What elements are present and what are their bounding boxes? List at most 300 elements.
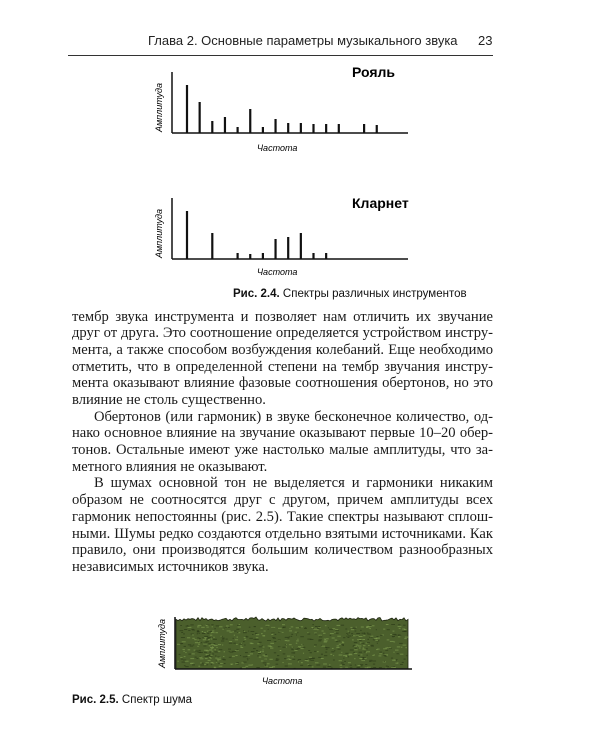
noise-texture — [251, 631, 255, 632]
noise-texture — [391, 658, 393, 659]
chart-title: Рояль — [352, 64, 396, 80]
noise-texture — [222, 638, 224, 639]
noise-texture — [216, 625, 220, 626]
noise-texture — [219, 626, 223, 627]
noise-texture — [369, 628, 370, 629]
noise-texture — [329, 664, 330, 665]
noise-texture — [399, 643, 403, 644]
noise-texture — [229, 641, 232, 642]
noise-texture — [392, 636, 395, 637]
noise-texture — [319, 639, 322, 640]
noise-texture — [300, 665, 303, 666]
noise-texture — [206, 650, 210, 651]
noise-texture — [317, 628, 319, 629]
noise-texture — [258, 653, 261, 654]
noise-texture — [369, 661, 372, 662]
noise-texture — [271, 627, 275, 628]
noise-texture — [229, 632, 232, 633]
noise-texture — [400, 664, 403, 665]
noise-texture — [352, 639, 354, 640]
noise-texture — [390, 641, 394, 642]
noise-texture — [255, 633, 257, 634]
noise-texture — [308, 665, 312, 666]
noise-texture — [224, 628, 225, 629]
noise-texture — [177, 661, 179, 662]
noise-texture — [218, 644, 221, 645]
noise-texture — [206, 627, 208, 628]
noise-texture — [399, 628, 401, 629]
noise-texture — [363, 635, 365, 636]
noise-texture — [192, 638, 195, 639]
noise-texture — [356, 627, 357, 628]
noise-texture — [217, 657, 219, 658]
noise-texture — [350, 667, 353, 668]
noise-texture — [210, 647, 214, 648]
noise-texture — [398, 626, 402, 627]
noise-texture — [361, 660, 365, 661]
noise-texture — [362, 633, 365, 634]
noise-texture — [263, 662, 267, 663]
noise-texture — [212, 631, 214, 632]
noise-texture — [338, 649, 341, 650]
y-axis-label: Амплитуда — [154, 83, 164, 132]
noise-texture — [268, 629, 269, 630]
noise-texture — [264, 631, 266, 632]
noise-texture — [354, 653, 357, 654]
noise-texture — [184, 629, 187, 630]
noise-texture — [353, 645, 356, 646]
noise-texture — [296, 643, 298, 644]
noise-texture — [325, 638, 328, 639]
noise-texture — [380, 652, 382, 653]
noise-texture — [237, 637, 239, 638]
noise-texture — [249, 627, 251, 628]
noise-texture — [210, 655, 212, 656]
noise-texture — [350, 665, 352, 666]
noise-texture — [183, 651, 184, 652]
noise-texture — [318, 657, 321, 658]
noise-texture — [359, 648, 361, 649]
noise-texture — [406, 655, 408, 656]
noise-texture — [278, 646, 282, 647]
noise-texture — [184, 665, 186, 666]
noise-texture — [274, 652, 276, 653]
noise-texture — [190, 624, 193, 625]
noise-texture — [188, 649, 191, 650]
chart-noise — [157, 617, 412, 686]
noise-texture — [288, 663, 292, 664]
noise-texture — [199, 638, 201, 639]
noise-texture — [337, 636, 341, 637]
noise-texture — [201, 627, 205, 628]
noise-texture — [205, 656, 209, 657]
noise-texture — [301, 662, 303, 663]
noise-texture — [218, 663, 219, 664]
noise-texture — [383, 629, 385, 630]
noise-texture — [258, 652, 261, 653]
noise-texture — [265, 654, 267, 655]
noise-texture — [213, 639, 217, 640]
noise-texture — [396, 663, 398, 664]
noise-texture — [292, 656, 295, 657]
noise-texture — [366, 648, 368, 649]
noise-texture — [225, 627, 226, 628]
noise-texture — [235, 655, 237, 656]
noise-texture — [330, 635, 332, 636]
noise-texture — [210, 658, 212, 659]
y-axis-label: Амплитуда — [154, 209, 164, 258]
noise-texture — [309, 657, 312, 658]
noise-texture — [376, 629, 377, 630]
noise-texture — [205, 658, 208, 659]
noise-texture — [404, 659, 406, 660]
noise-texture — [349, 632, 350, 633]
text-line: мента, а также способом возбуждения колебаний. Еще необходимо — [72, 342, 493, 358]
noise-texture — [226, 626, 229, 627]
noise-texture — [349, 654, 352, 655]
noise-texture — [188, 627, 192, 628]
noise-texture — [321, 658, 324, 659]
noise-texture — [282, 624, 285, 625]
noise-texture — [307, 634, 310, 635]
noise-texture — [302, 646, 304, 647]
noise-texture — [212, 626, 213, 627]
noise-texture — [361, 665, 363, 666]
noise-texture — [198, 652, 202, 653]
noise-texture — [361, 654, 363, 655]
noise-texture — [260, 651, 261, 652]
noise-texture — [311, 627, 313, 628]
noise-texture — [355, 648, 357, 649]
noise-texture — [325, 652, 327, 653]
noise-texture — [222, 629, 223, 630]
noise-texture — [341, 663, 344, 664]
noise-texture — [296, 635, 297, 636]
noise-texture — [282, 632, 283, 633]
noise-texture — [234, 631, 236, 632]
noise-texture — [314, 651, 317, 652]
noise-texture — [256, 634, 259, 635]
noise-texture — [310, 660, 314, 661]
noise-texture — [405, 647, 407, 648]
noise-texture — [199, 657, 202, 658]
noise-texture — [261, 661, 264, 662]
noise-texture — [204, 632, 206, 633]
caption-label: Рис. 2.4. — [233, 288, 280, 300]
noise-texture — [345, 629, 347, 630]
noise-texture — [339, 655, 343, 656]
noise-texture — [400, 654, 403, 655]
noise-texture — [278, 632, 280, 633]
noise-texture — [205, 641, 209, 642]
noise-texture — [202, 637, 203, 638]
noise-texture — [387, 629, 390, 630]
noise-texture — [197, 633, 198, 634]
noise-texture — [403, 645, 407, 646]
noise-texture — [362, 639, 365, 640]
noise-texture — [211, 632, 215, 633]
noise-texture — [204, 643, 208, 644]
noise-texture — [204, 652, 207, 653]
noise-texture — [215, 632, 218, 633]
noise-texture — [387, 639, 390, 640]
noise-texture — [305, 659, 308, 660]
noise-texture — [245, 636, 248, 637]
noise-texture — [219, 649, 223, 650]
noise-texture — [352, 628, 356, 629]
noise-texture — [267, 663, 270, 664]
noise-texture — [233, 631, 234, 632]
chart-clarinet — [154, 195, 409, 277]
noise-texture — [256, 667, 259, 668]
noise-texture — [300, 636, 304, 637]
noise-texture — [208, 639, 210, 640]
noise-texture — [198, 644, 200, 645]
noise-texture — [328, 666, 332, 667]
text-line: образом не соотносятся друг с другом, причем амплитуды всех — [72, 492, 493, 508]
noise-texture — [295, 649, 298, 650]
noise-texture — [204, 664, 206, 665]
noise-texture — [307, 660, 309, 661]
noise-texture — [215, 656, 217, 657]
noise-texture — [215, 658, 219, 659]
noise-texture — [243, 656, 246, 657]
noise-texture — [195, 651, 199, 652]
noise-texture — [272, 637, 275, 638]
noise-texture — [246, 656, 248, 657]
noise-texture — [197, 646, 199, 647]
noise-texture — [259, 642, 262, 643]
noise-texture — [192, 634, 194, 635]
noise-texture — [330, 633, 334, 634]
noise-texture — [380, 635, 382, 636]
noise-texture — [206, 654, 209, 655]
noise-texture — [314, 644, 317, 645]
noise-texture — [348, 631, 349, 632]
noise-texture — [313, 629, 317, 630]
noise-texture — [230, 664, 233, 665]
noise-texture — [385, 650, 388, 651]
noise-texture — [361, 658, 363, 659]
noise-texture — [346, 636, 347, 637]
noise-texture — [291, 634, 293, 635]
noise-texture — [214, 628, 216, 629]
noise-texture — [280, 650, 282, 651]
noise-texture — [386, 624, 389, 625]
noise-texture — [223, 659, 226, 660]
noise-texture — [262, 651, 264, 652]
noise-texture — [348, 636, 351, 637]
noise-texture — [276, 660, 279, 661]
noise-texture — [233, 643, 236, 644]
noise-texture — [329, 629, 333, 630]
noise-texture — [367, 667, 371, 668]
noise-texture — [214, 645, 218, 646]
noise-texture — [190, 646, 193, 647]
noise-texture — [212, 663, 214, 664]
noise-texture — [387, 647, 391, 648]
noise-texture — [188, 630, 190, 631]
noise-texture — [252, 664, 253, 665]
noise-texture — [272, 634, 275, 635]
noise-texture — [286, 659, 290, 660]
noise-texture — [295, 632, 298, 633]
noise-texture — [248, 631, 249, 632]
noise-texture — [325, 625, 327, 626]
noise-texture — [370, 636, 371, 637]
noise-texture — [387, 655, 388, 656]
noise-texture — [181, 637, 185, 638]
noise-texture — [351, 629, 354, 630]
noise-texture — [236, 644, 238, 645]
noise-texture — [308, 658, 311, 659]
caption-text: Спектры различных инструментов — [282, 288, 467, 300]
noise-texture — [209, 650, 212, 651]
noise-texture — [243, 632, 247, 633]
noise-texture — [208, 643, 211, 644]
noise-texture — [217, 647, 218, 648]
noise-texture — [270, 648, 274, 649]
noise-texture — [298, 659, 301, 660]
noise-texture — [230, 624, 233, 625]
noise-texture — [379, 655, 382, 656]
noise-texture — [187, 625, 188, 626]
noise-texture — [341, 644, 344, 645]
noise-texture — [402, 662, 404, 663]
noise-texture — [334, 650, 335, 651]
noise-texture — [209, 645, 211, 646]
noise-texture — [340, 665, 343, 666]
noise-texture — [393, 634, 396, 635]
noise-texture — [195, 657, 197, 658]
noise-texture — [250, 643, 253, 644]
noise-texture — [363, 648, 364, 649]
noise-texture — [251, 651, 255, 652]
noise-texture — [394, 660, 397, 661]
chart-piano — [154, 64, 408, 153]
noise-texture — [301, 644, 302, 645]
noise-texture — [404, 638, 406, 639]
noise-texture — [285, 666, 288, 667]
noise-texture — [377, 649, 380, 650]
noise-texture — [398, 636, 400, 637]
noise-texture — [287, 640, 290, 641]
noise-texture — [200, 642, 202, 643]
noise-texture — [322, 631, 324, 632]
noise-texture — [195, 642, 199, 643]
noise-texture — [244, 631, 245, 632]
noise-texture — [192, 664, 195, 665]
noise-texture — [200, 665, 204, 666]
noise-texture — [244, 639, 246, 640]
noise-texture — [348, 662, 351, 663]
noise-texture — [243, 630, 244, 631]
noise-texture — [206, 625, 208, 626]
noise-texture — [252, 634, 253, 635]
noise-texture — [202, 633, 205, 634]
noise-texture — [278, 628, 282, 629]
noise-texture — [185, 661, 189, 662]
noise-texture — [188, 644, 192, 645]
noise-texture — [236, 662, 238, 663]
text-line: В шумах основной тон не выделяется и гармоники никаким — [94, 475, 493, 491]
noise-texture — [393, 641, 395, 642]
noise-texture — [325, 647, 327, 648]
text-line: влияние не столь существенно. — [72, 392, 266, 408]
noise-texture — [296, 640, 299, 641]
noise-texture — [315, 633, 317, 634]
noise-texture — [263, 635, 265, 636]
noise-texture — [315, 662, 319, 663]
noise-texture — [337, 625, 341, 626]
noise-texture — [198, 666, 200, 667]
noise-texture — [342, 641, 344, 642]
noise-texture — [198, 640, 199, 641]
text-line: отметить, что в определенной степени на тембр звучания инстру- — [72, 359, 493, 375]
noise-texture — [331, 651, 334, 652]
noise-texture — [183, 660, 186, 661]
noise-texture — [339, 660, 342, 661]
noise-texture — [357, 667, 361, 668]
text-line: тембр звука инструмента и позволяет нам отличить их звучание — [72, 309, 493, 325]
noise-texture — [305, 627, 307, 628]
noise-texture — [192, 653, 195, 654]
noise-texture — [370, 628, 371, 629]
text-line: метного влияния не оказывают. — [72, 459, 268, 475]
noise-texture — [228, 627, 230, 628]
noise-texture — [208, 660, 211, 661]
noise-texture — [236, 629, 239, 630]
noise-texture — [214, 643, 216, 644]
noise-texture — [379, 667, 382, 668]
noise-texture — [209, 652, 211, 653]
noise-texture — [397, 646, 401, 647]
noise-texture — [244, 645, 245, 646]
noise-texture — [208, 637, 211, 638]
noise-texture — [194, 650, 196, 651]
noise-texture — [228, 649, 231, 650]
noise-texture — [312, 666, 314, 667]
noise-texture — [257, 655, 259, 656]
noise-texture — [354, 649, 358, 650]
noise-texture — [261, 633, 263, 634]
noise-texture — [345, 667, 347, 668]
noise-texture — [330, 654, 332, 655]
noise-texture — [198, 625, 202, 626]
noise-texture — [265, 659, 267, 660]
noise-texture — [222, 639, 225, 640]
noise-texture — [321, 645, 322, 646]
noise-texture — [211, 624, 213, 625]
noise-texture — [375, 638, 377, 639]
noise-texture — [180, 657, 182, 658]
noise-texture — [359, 636, 363, 637]
noise-texture — [367, 655, 368, 656]
noise-texture — [264, 656, 268, 657]
noise-texture — [268, 646, 271, 647]
noise-texture — [194, 639, 197, 640]
noise-texture — [182, 662, 186, 663]
noise-texture — [355, 665, 356, 666]
noise-texture — [356, 633, 360, 634]
noise-texture — [371, 646, 374, 647]
noise-texture — [307, 639, 311, 640]
noise-texture — [363, 645, 366, 646]
noise-texture — [289, 636, 290, 637]
noise-texture — [243, 641, 245, 642]
noise-texture — [353, 652, 355, 653]
noise-texture — [350, 627, 352, 628]
